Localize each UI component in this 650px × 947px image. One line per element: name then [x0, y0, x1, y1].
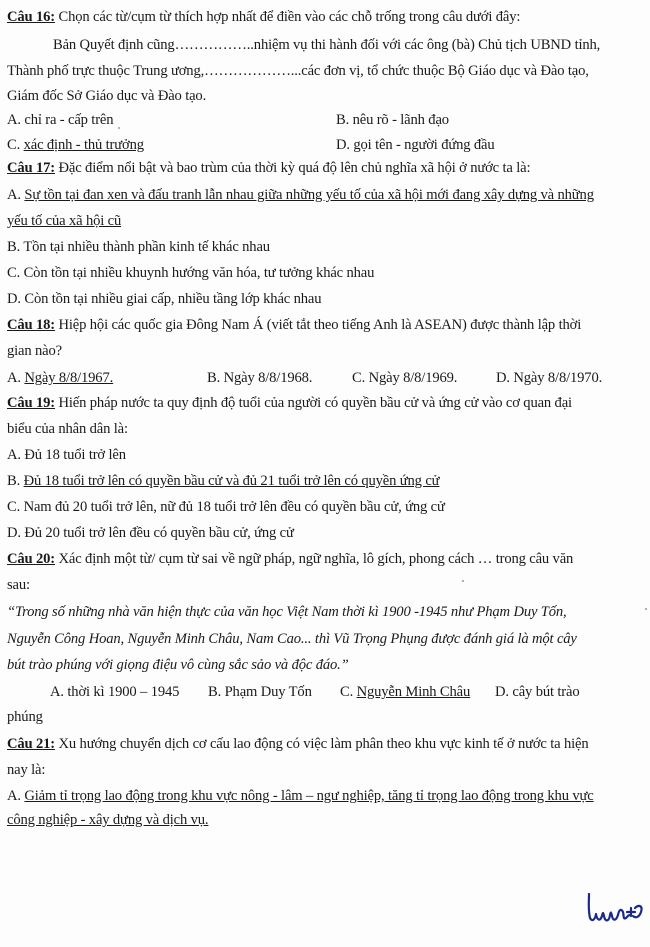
question-19-option-a: A. Đủ 18 tuổi trở lên — [7, 447, 126, 463]
question-17-label: Câu 17: — [7, 160, 56, 176]
question-18-option-c: C. Ngày 8/8/1969. — [352, 370, 458, 386]
question-20-quote-line-1: “Trong số những nhà văn hiện thực của văn học Việt Nam thời kì 1900 -1945 như Phạm Duy Tốn, — [7, 604, 567, 620]
question-20-option-d: D. cây bút trào — [495, 684, 580, 700]
question-21-prompt-cont: nay là: — [7, 762, 46, 778]
question-20-option-b: B. Phạm Duy Tốn — [208, 684, 312, 700]
question-18-prompt: Câu 18: Hiệp hội các quốc gia Đông Nam Á (viết tắt theo tiếng Anh là ASEAN) được thành lập thời — [7, 317, 582, 333]
scan-speck — [645, 608, 647, 610]
question-19-label: Câu 19: — [7, 395, 56, 411]
question-21-option-a: A. Giảm tỉ trọng lao động trong khu vực nông - lâm – ngư nghiệp, tăng tỉ trọng lao động trong khu vực — [7, 788, 594, 804]
question-16-prompt: Câu 16: Chọn các từ/cụm từ thích hợp nhất để điền vào các chỗ trống trong câu dưới đây: — [7, 9, 521, 25]
question-16-option-d: D. gọi tên - người đứng đầu — [336, 137, 495, 153]
question-17-option-d: D. Còn tồn tại nhiều giai cấp, nhiều tầng lớp khác nhau — [7, 291, 322, 307]
question-19-option-c: C. Nam đủ 20 tuổi trở lên, nữ đủ 18 tuổi trở lên đều có quyền bầu cử, ứng cử — [7, 499, 445, 515]
question-17-prompt: Câu 17: Đặc điểm nổi bật và bao trùm của thời kỳ quá độ lên chủ nghĩa xã hội ở nước ta là: — [7, 160, 531, 176]
question-20-quote-line-3: bút trào phúng với giọng điệu vô cùng sắc sảo và độc đáo.” — [7, 657, 349, 673]
question-17-option-a: A. Sự tồn tại đan xen và đấu tranh lẫn nhau giữa những yếu tố của xã hội mới đang xây dựng và những — [7, 187, 594, 203]
question-16-passage-line-1: Bản Quyết định cũng……………..nhiệm vụ thi hành đối với các ông (bà) Chủ tịch UBND tỉnh, — [53, 37, 601, 53]
question-20-option-a: A. thời kì 1900 – 1945 — [50, 684, 180, 700]
handwritten-signature-icon — [585, 888, 647, 928]
correct-answer: Giảm tỉ trọng lao động trong khu vực nông - lâm – ngư nghiệp, tăng tỉ trọng lao động trong khu vực — [24, 788, 594, 804]
question-20-prompt-cont: sau: — [7, 577, 30, 593]
correct-answer: Nguyễn Minh Châu — [356, 684, 471, 700]
question-21-prompt: Câu 21: Xu hướng chuyển dịch cơ cấu lao động có việc làm phân theo khu vực kinh tế ở nước ta hiện — [7, 736, 589, 752]
scan-speck — [118, 127, 120, 129]
question-17-option-b: B. Tồn tại nhiều thành phần kinh tế khác nhau — [7, 239, 270, 255]
question-21-label: Câu 21: — [7, 736, 56, 752]
question-16-passage-line-3: Giám đốc Sở Giáo dục và Đào tạo. — [7, 88, 207, 104]
question-18-option-b: B. Ngày 8/8/1968. — [207, 370, 313, 386]
question-20-option-d-cont: phúng — [7, 709, 43, 725]
correct-answer: xác định - thủ trưởng — [23, 137, 144, 153]
question-19-prompt-cont: biểu của nhân dân là: — [7, 421, 128, 437]
correct-answer: công nghiệp - xây dựng và dịch vụ. — [7, 812, 209, 828]
question-16-option-a: A. chỉ ra - cấp trên — [7, 112, 114, 128]
question-21-option-a-cont — [7, 811, 208, 829]
correct-answer: Ngày 8/8/1967. — [24, 370, 114, 386]
correct-answer: Đủ 18 tuổi trở lên có quyền bầu cử và đủ 21 tuổi trở lên có quyền ứng cử — [23, 473, 440, 489]
question-19-option-d: D. Đủ 20 tuổi trở lên đều có quyền bầu cử, ứng cử — [7, 525, 294, 541]
question-16-option-b: B. nêu rõ - lãnh đạo — [336, 112, 449, 128]
question-19-prompt: Câu 19: Hiến pháp nước ta quy định độ tuổi của người có quyền bầu cử và ứng cử vào cơ quan đại — [7, 395, 572, 411]
question-20-option-c: C. Nguyễn Minh Châu — [340, 684, 471, 700]
question-18-option-d: D. Ngày 8/8/1970. — [496, 370, 603, 386]
correct-answer: Sự tồn tại đan xen và đấu tranh lẫn nhau giữa những yếu tố của xã hội mới đang xây dựng và những — [24, 187, 594, 203]
question-16-label: Câu 16: — [7, 9, 56, 25]
question-17-option-a-cont — [7, 212, 121, 230]
question-20-prompt: Câu 20: Xác định một từ/ cụm từ sai về ngữ pháp, ngữ nghĩa, lô gích, phong cách … trong câu văn — [7, 551, 574, 567]
question-18-prompt-cont: gian nào? — [7, 343, 62, 359]
correct-answer: yếu tố của xã hội cũ — [7, 213, 122, 229]
question-16-passage-line-2: Thành phố trực thuộc Trung ương,………………...các đơn vị, tổ chức thuộc Bộ Giáo dục và Đào tạo, — [7, 63, 589, 79]
question-16-option-c: C. xác định - thủ trưởng — [7, 137, 144, 153]
question-18-label: Câu 18: — [7, 317, 56, 333]
question-17-option-c: C. Còn tồn tại nhiều khuynh hướng văn hóa, tư tưởng khác nhau — [7, 265, 375, 281]
scan-speck — [462, 580, 464, 582]
question-20-quote-line-2: Nguyễn Công Hoan, Nguyễn Minh Châu, Nam Cao... thì Vũ Trọng Phụng được đánh giá là một cây — [7, 631, 577, 647]
question-19-option-b: B. Đủ 18 tuổi trở lên có quyền bầu cử và đủ 21 tuổi trở lên có quyền ứng cử — [7, 473, 440, 489]
question-20-label: Câu 20: — [7, 551, 56, 567]
question-18-option-a: A. Ngày 8/8/1967. — [7, 370, 114, 386]
